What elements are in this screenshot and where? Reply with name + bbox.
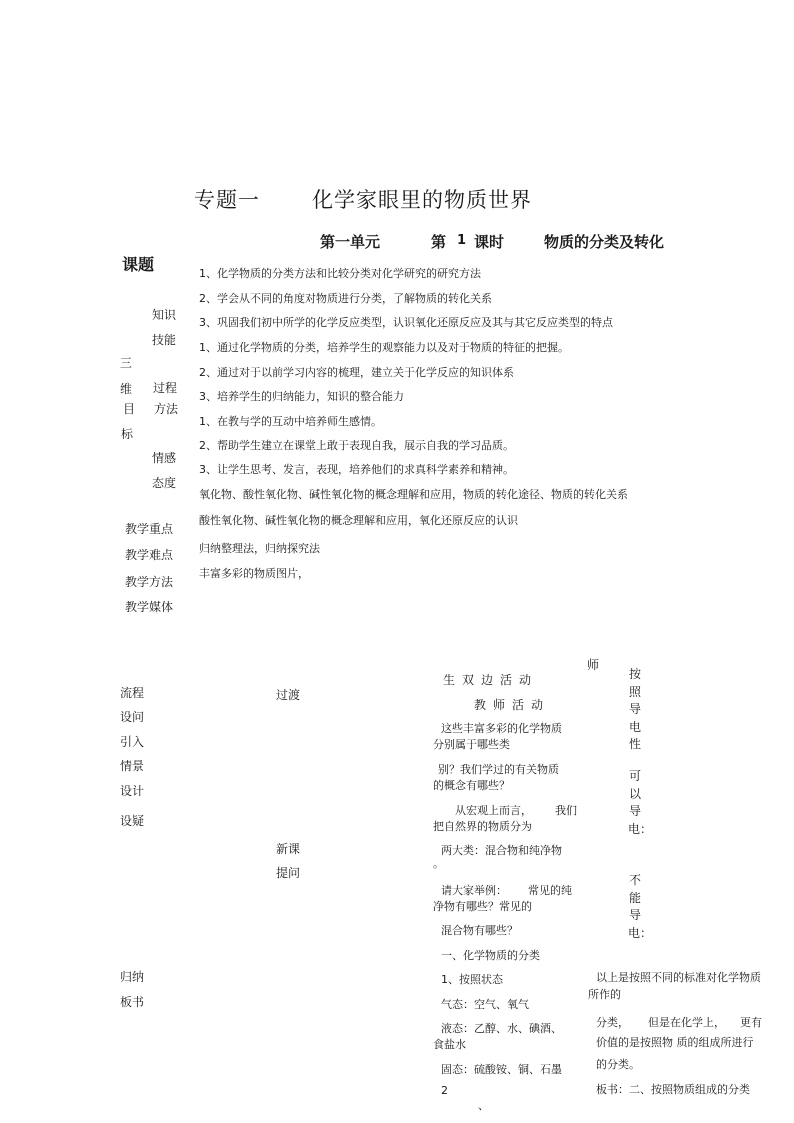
- objective-item: 2、帮助学生建立在课堂上敢于表现自我，展示自我的学习品质。: [199, 439, 514, 452]
- flow-shi: 师: [587, 658, 600, 672]
- flow-text: 净物有哪些？常见的: [433, 900, 532, 913]
- flow-text: 液态：乙醇、水、碘酒、: [441, 1022, 562, 1035]
- flow-text: 从宏观上而言，: [455, 804, 532, 817]
- qinggan-label: 情感: [152, 451, 177, 465]
- flow-text: 混合物有哪些？: [441, 924, 518, 937]
- lesson-title: 物质的分类及转化: [544, 233, 665, 251]
- flow-text: 2: [441, 1084, 448, 1097]
- lesson-pre: 第: [431, 233, 447, 251]
- vertical-text-conductivity: 按照导电性: [628, 667, 641, 751]
- flow-summary-text: 分类，: [596, 1016, 629, 1029]
- nandian-label: 教学难点: [125, 548, 174, 562]
- flow-sheyi: 设疑: [120, 814, 145, 828]
- flow-qingjing: 情景: [120, 759, 145, 773]
- methods-text: 归纳整理法，归纳探究法: [199, 542, 320, 555]
- flow-text: 别？我们学过的有关物质: [438, 763, 559, 776]
- difficult-points-text: 酸性氧化物、碱性氧化物的概念理解和应用，氧化还原反应的认识: [199, 514, 518, 527]
- objective-item: 3、巩固我们初中所学的化学反应类型，认识氧化还原反应及其与其它反应类型的特点: [199, 316, 613, 329]
- flow-yinru: 引入: [120, 735, 145, 749]
- sanwei-label-mu: 目: [123, 402, 136, 416]
- flow-text: 食盐水: [433, 1038, 466, 1051]
- keti-label: 课题: [122, 255, 155, 274]
- flow-text: 气态：空气、氧气: [441, 998, 529, 1011]
- flow-sheji: 设计: [120, 784, 145, 798]
- sanwei-label-biao: 标: [121, 427, 134, 441]
- flow-text: 固态：硫酸铵、铜、石墨: [441, 1063, 562, 1076]
- meiti-label: 教学媒体: [125, 600, 174, 614]
- flow-guina: 归纳: [120, 970, 145, 984]
- flow-text: 常见的纯: [528, 884, 572, 897]
- sanwei-label-san: 三: [120, 356, 133, 370]
- flow-text: 、: [478, 1099, 489, 1112]
- flow-text: 两大类：混合物和纯净物: [441, 844, 562, 857]
- flow-text: 1、按照状态: [441, 973, 503, 986]
- flow-xinke: 新课: [276, 842, 301, 856]
- flow-summary-text: 更有: [740, 1016, 762, 1029]
- sanwei-label-wei: 维: [120, 382, 133, 396]
- flow-guodu: 过渡: [276, 688, 301, 702]
- flow-text: 这些丰富多彩的化学物质: [441, 722, 562, 735]
- objective-item: 2、学会从不同的角度对物质进行分类，了解物质的转化关系: [199, 292, 492, 305]
- flow-text: 把自然界的物质分为: [433, 820, 532, 833]
- objective-item: 3、培养学生的归纳能力，知识的整合能力: [199, 390, 404, 403]
- flow-liucheng: 流程: [120, 686, 145, 700]
- flow-text: 我们: [555, 804, 577, 817]
- title-topic: 专题一: [194, 188, 260, 212]
- flow-text: 一、化学物质的分类: [441, 949, 540, 962]
- objective-item: 2、通过对于以前学习内容的梳理，建立关于化学反应的知识体系: [199, 366, 514, 379]
- flow-shengshuang-header: 生双边活动: [443, 673, 539, 687]
- lesson-number: 1: [457, 233, 467, 248]
- taidu-label: 态度: [152, 476, 177, 490]
- jiaoxue-fangfa-label: 教学方法: [125, 575, 174, 589]
- zhongdian-label: 教学重点: [125, 522, 174, 536]
- flow-summary-text: 价值的是按照物 质的组成所进行: [596, 1036, 754, 1049]
- flow-shewen: 设问: [120, 710, 145, 724]
- flow-summary-text: 所作的: [588, 988, 621, 1001]
- fangfa-label: 方法: [154, 402, 179, 416]
- jineng-label: 技能: [152, 333, 177, 347]
- flow-summary-text: 但是在化学上，: [648, 1016, 725, 1029]
- vertical-text-conductive: 可以导电：: [628, 769, 653, 836]
- page-title: 化学家眼里的物质世界: [312, 188, 532, 212]
- guocheng-label: 过程: [153, 381, 178, 395]
- key-points-text: 氧化物、酸性氧化物、碱性氧化物的概念理解和应用，物质的转化途径、物质的转化关系: [199, 488, 628, 501]
- objective-item: 1、在教与学的互动中培养师生感情。: [199, 415, 382, 428]
- unit-label: 第一单元: [320, 233, 381, 251]
- media-text: 丰富多彩的物质图片，: [199, 567, 309, 580]
- flow-text: 分别属于哪些类: [433, 738, 510, 751]
- objective-item: 1、化学物质的分类方法和比较分类对化学研究的研究方法: [199, 267, 481, 280]
- vertical-text-nonconductive: 不能导电：: [628, 873, 653, 940]
- objective-item: 1、通过化学物质的分类，培养学生的观察能力以及对于物质的特征的把握。: [199, 341, 569, 354]
- flow-summary-text: 的分类。: [596, 1058, 640, 1071]
- flow-text: 的概念有哪些？: [433, 779, 510, 792]
- flow-text: 请大家举例：: [441, 884, 507, 897]
- flow-jiaoshi-header: 教师活动: [474, 698, 551, 712]
- objective-item: 3、让学生思考、发言，表现，培养他们的求真科学素养和精神。: [199, 463, 514, 476]
- flow-text: 。: [433, 857, 444, 870]
- flow-summary-text: 以上是按照不同的标准对化学物质: [596, 971, 761, 984]
- blackboard-note: 板书：二、按照物质组成的分类: [596, 1083, 750, 1096]
- zhishi-label: 知识: [152, 308, 177, 322]
- lesson-post: 课时: [474, 233, 505, 251]
- flow-banshu: 板书: [120, 995, 145, 1009]
- flow-tiwen: 提问: [276, 866, 301, 880]
